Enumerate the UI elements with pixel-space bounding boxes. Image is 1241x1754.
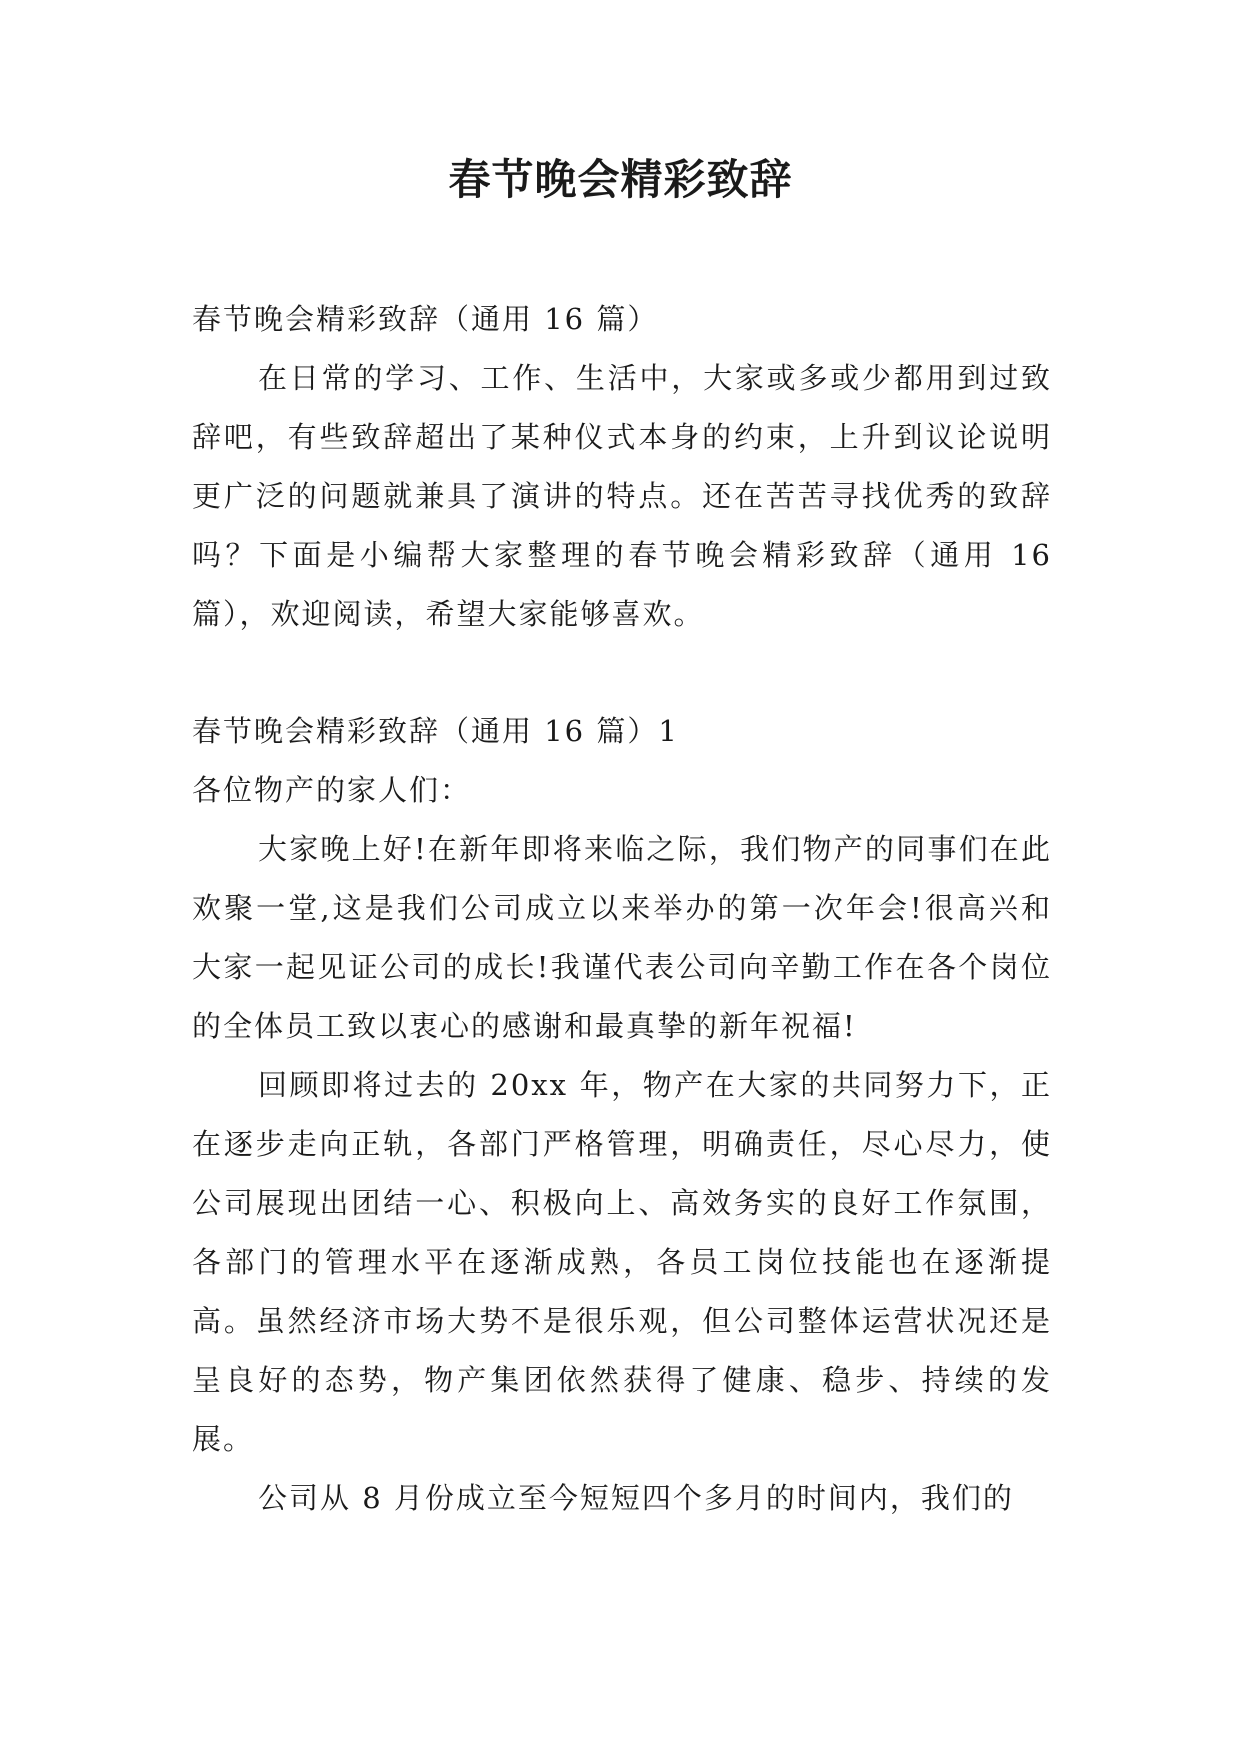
intro-paragraph: 在日常的学习、工作、生活中，大家或多或少都用到过致辞吧，有些致辞超出了某种仪式本身的约束，上升到议论说明更广泛的问题就兼具了演讲的特点。还在苦苦寻找优秀的致辞吗？下面是小编帮大家整理的春节晚会精彩致辞（通用 16 篇），欢迎阅读，希望大家能够喜欢。	[192, 361, 1052, 631]
salutation: 各位物产的家人们：	[192, 773, 472, 807]
document-title: 春节晚会精彩致辞	[448, 155, 793, 204]
document-body	[192, 290, 1052, 1528]
document-subtitle: 春节晚会精彩致辞（通用 16 篇）	[192, 302, 659, 336]
body-paragraph-3: 公司从 8 月份成立至今短短四个多月的时间内，我们的	[258, 1481, 1014, 1515]
body-paragraph-1: 大家晚上好!在新年即将来临之际，我们物产的同事们在此欢聚一堂,这是我们公司成立以来举办的第一次年会!很高兴和大家一起见证公司的成长!我谨代表公司向辛勤工作在各个岗位的全体员工致以衷心的感谢和最真挚的新年祝福!	[192, 832, 1052, 1043]
section-spacer	[192, 644, 1052, 702]
body-paragraph-2: 回顾即将过去的 20xx 年，物产在大家的共同努力下，正在逐步走向正轨，各部门严格管理，明确责任，尽心尽力，使公司展现出团结一心、积极向上、高效务实的良好工作氛围，各部门的管理水平在逐渐成熟，各员工岗位技能也在逐渐提高。虽然经济市场大势不是很乐观，但公司整体运营状况还是呈良好的态势，物产集团依然获得了健康、稳步、持续的发展。	[192, 1068, 1052, 1456]
section-heading: 春节晚会精彩致辞（通用 16 篇）1	[192, 714, 679, 748]
